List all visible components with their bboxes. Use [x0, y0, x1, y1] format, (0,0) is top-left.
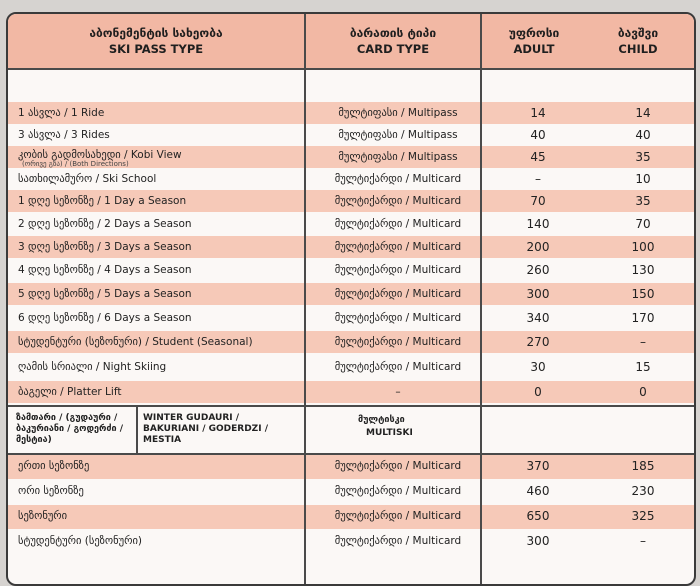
- table-row: ბაგელი / Platter Lift – 0 0: [8, 381, 694, 403]
- column-divider: [480, 14, 482, 584]
- header-child: ბავშვი CHILD: [617, 26, 659, 56]
- table-row: 2 დღე სეზონზე / 2 Days a Season მულტიქარდი / Multicard 140 70: [18, 217, 651, 231]
- table-row: ღამის სრიალი / Night Skiing მულტიქარდი / Multicard 30 15: [18, 360, 651, 374]
- table-row: ორი სეზონზე მულტიქარდი / Multicard 460 230: [18, 484, 655, 498]
- table-row: სტუდენტური (სეზონური) მულტიქარდი / Multicard 300 –: [18, 534, 646, 548]
- table-row: სათხილამურო / Ski School მულტიქარდი / Multicard – 10: [18, 172, 651, 186]
- header-divider: [8, 68, 694, 70]
- table-row: 3 დღე სეზონზე / 3 Days a Season მულტიქარდი / Multicard 200 100: [8, 236, 694, 258]
- multiski-section-header: ზამთარი / (გუდაური / ბაკურიანი / გოდერძი / მესტია) WINTER GUDAURI / BAKURIANI / GODERDZI / MESTIA მულტისკი MULTISKI: [8, 407, 694, 453]
- table-row: 3 ასვლა / 3 Rides მულტიფასი / Multipass 40 40: [18, 128, 651, 142]
- column-divider: [304, 14, 306, 584]
- table-row: სტუდენტური (სეზონური) / Student (Seasonal) მულტიქარდი / Multicard 270 –: [8, 331, 694, 353]
- table-row: სეზონური მულტიქარდი / Multicard 650 325: [8, 505, 694, 529]
- table-row: ერთი სეზონზე მულტიქარდი / Multicard 370 185: [8, 455, 694, 479]
- table-row: კობის გადმოსახედი / Kobi View (ორივე გზა) / (Both Directions) მულტიფასი / Multipass 45 35: [8, 146, 694, 168]
- table-row: 6 დღე სეზონზე / 6 Days a Season მულტიქარდი / Multicard 340 170: [18, 311, 655, 325]
- row-subnote: (ორივე გზა) / (Both Directions): [22, 160, 129, 168]
- header-pass-type: აბონემენტის სახეობა SKI PASS TYPE: [89, 26, 223, 56]
- table-row: 4 დღე სეზონზე / 4 Days a Season მულტიქარდი / Multicard 260 130: [18, 263, 655, 277]
- price-board: [6, 12, 696, 586]
- section-divider-vertical: [136, 407, 138, 453]
- table-row: 1 დღე სეზონზე / 1 Day a Season მულტიქარდი / Multicard 70 35: [8, 190, 694, 212]
- table-row: 5 დღე სეზონზე / 5 Days a Season მულტიქარდი / Multicard 300 150: [8, 283, 694, 305]
- header-card-type: ბარათის ტიპი CARD TYPE: [349, 26, 437, 56]
- table-row: 1 ასვლა / 1 Ride მულტიფასი / Multipass 14 14: [8, 102, 694, 124]
- header-adult: უფროსი ADULT: [508, 26, 560, 56]
